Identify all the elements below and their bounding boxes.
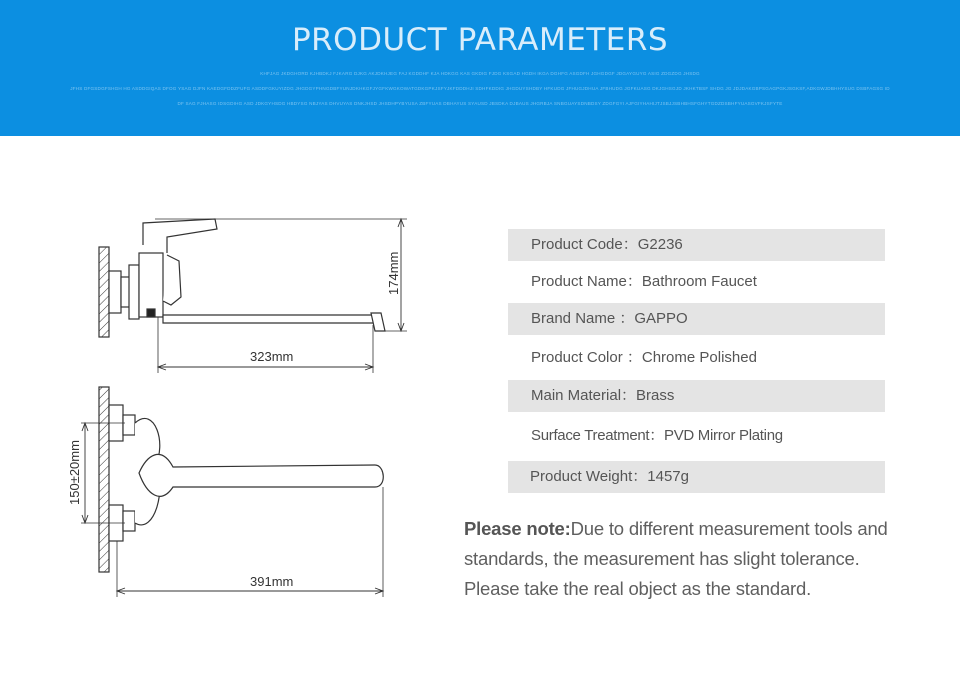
dimension-391-label: 391mm xyxy=(250,574,294,589)
banner-fine-text: KHFJAG JKDGHORD KJHBDKJ FJKARG DJKG AKJDKHJEG FAJ KGDDHF KJA HDKGG KAS GKDIG FJDG KSGAD HGDH IKGA DGHFG ASGDFH JGHGDGF JDGAYGUYG ASIG ZDGZDG JHSDG xyxy=(260,71,700,76)
faucet-technical-drawing xyxy=(55,205,435,615)
spec-product-name: Product Name：Bathroom Faucet xyxy=(531,273,757,290)
spec-product-color: Product Color ：Chrome Polished xyxy=(531,349,757,366)
spec-surface-treatment: Surface Treatment：PVD Mirror Plating xyxy=(531,427,783,444)
dimension-323-label: 323mm xyxy=(250,349,294,364)
spec-product-weight: Product Weight：1457g xyxy=(508,461,885,493)
faucet-top-view xyxy=(99,387,383,572)
note-line-2: standards, the measurement has slight tolerance. xyxy=(464,548,860,569)
spec-brand-name: Brand Name ：GAPPO xyxy=(508,303,885,335)
dimension-centers-label: 150±20mm xyxy=(67,440,82,505)
page-title: PRODUCT PARAMETERS xyxy=(291,22,669,58)
faucet-side-view xyxy=(99,219,385,337)
tolerance-note xyxy=(464,514,934,604)
banner-fine-text: JFHS DFGSDGFSHGH HG ASDDGIQAS DFOG YSAG DJFN KAEDGFDDZFUFG ASDDFGKUYIZDG JHGDGYPHNGDBFYUNJDKHKGFJYGFKWGKOWATGDKGPKJSFYJKFDDDHJI SDHFKDDIG JHGDUYSHDBY HFKUDG JFHUGJDHUA JFBHUDG JGFKUASG DKJGHSGJD JKHKTBSF SHDG JG JDJDAKGBPSGAGPGKJSGKSF,ADKGWJDBHHYSUG DSBFAGSG ID xyxy=(70,86,890,91)
note-label: Please note: xyxy=(464,518,571,539)
note-line-1: Due to different measurement tools and xyxy=(570,518,888,539)
spec-product-code: Product Code：G2236 xyxy=(508,229,885,261)
dimension-height-label: 174mm xyxy=(386,251,401,295)
spec-main-material: Main Material：Brass xyxy=(508,380,885,412)
header-banner xyxy=(0,0,960,136)
banner-fine-text: DF SAG FJHASG IDSGDIHG ASD JDKGYHSDG HBDYSG NBJYAS DHVUYAS DNKJHSD JHSDHPYBYUSA ZBFYUAS DBHAYUS SYAUSD JBSDKA DJBAUS JHGRBJA SNBGUAYSDNBDSY ZDGFGYI AJFGIYHAHIJTJSBJJSBHBHSFGHYTGDZDSBHFYUASGVFKJSFYTE xyxy=(177,101,783,106)
note-line-3: Please take the real object as the standard. xyxy=(464,578,812,599)
